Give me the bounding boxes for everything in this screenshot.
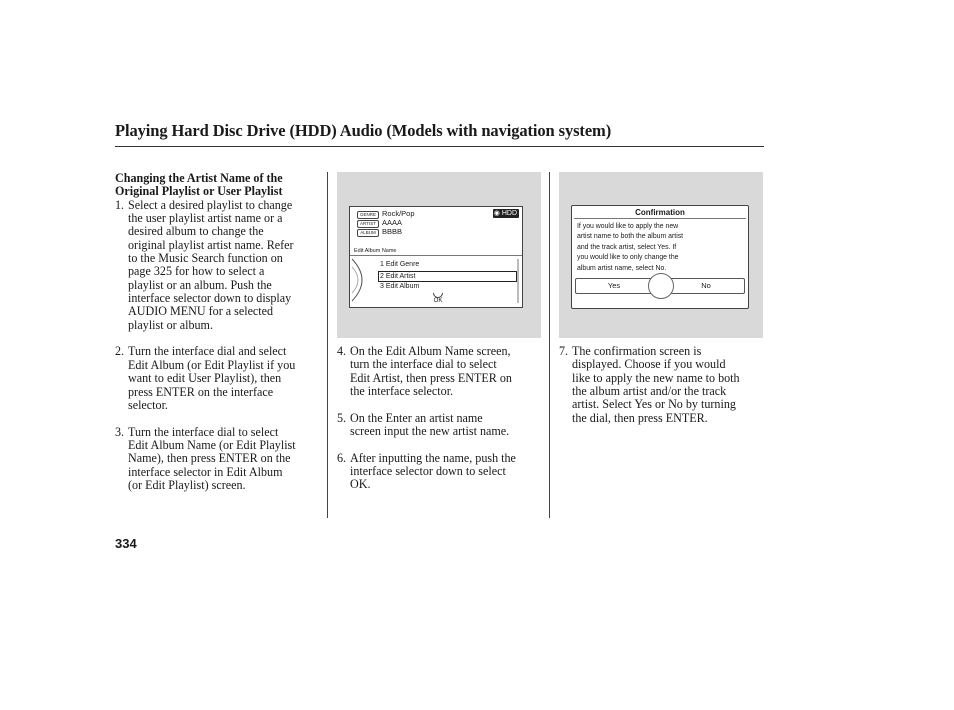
step-number: 6. xyxy=(337,450,347,465)
confirmation-screen xyxy=(571,205,749,309)
step-number: 3. xyxy=(115,424,125,439)
step-line: the dial, then press ENTER. xyxy=(572,410,708,425)
step-line: turn the interface dial to select xyxy=(350,357,497,372)
step-line: to the Music Search function on xyxy=(128,251,283,266)
message-line: artist name to both the album artist xyxy=(577,233,684,241)
step-line: Name), then press ENTER on the xyxy=(128,451,291,466)
step-line: want to edit User Playlist), then xyxy=(128,371,282,386)
genre-value: Rock/Pop xyxy=(382,209,415,218)
section-heading-line: Original Playlist or User Playlist xyxy=(115,184,283,199)
column-2 xyxy=(337,345,543,492)
dial-arc-icon xyxy=(350,255,380,305)
step-line: interface selector down to select xyxy=(350,464,506,479)
genre-tag: GENRE xyxy=(357,211,379,219)
step-line: the album artist and/or the track xyxy=(572,384,727,399)
step-2 xyxy=(115,345,320,412)
album-tag: ALBUM xyxy=(357,229,379,237)
message-line: If you would like to apply the new xyxy=(577,223,679,230)
step-line: On the Enter an artist name xyxy=(350,410,483,425)
menu-item-edit-artist[interactable]: 2 Edit Artist xyxy=(378,271,517,282)
step-line: press ENTER on the interface xyxy=(128,384,274,399)
step-number: 5. xyxy=(337,410,347,425)
yes-button[interactable]: Yes xyxy=(575,278,653,294)
column-divider xyxy=(327,172,328,518)
step-number: 7. xyxy=(559,344,569,358)
step-line: On the Edit Album Name screen, xyxy=(350,344,511,358)
step-line: (or Edit Playlist) screen. xyxy=(128,477,246,492)
step-4 xyxy=(337,345,543,398)
page-number: 334 xyxy=(115,536,137,551)
step-line: Edit Album (or Edit Playlist if you xyxy=(128,357,296,372)
artist-value: AAAA xyxy=(382,218,403,227)
step-number: 2. xyxy=(115,344,125,359)
title-divider xyxy=(574,218,746,219)
artist-tag: ARTIST xyxy=(357,220,379,228)
menu-item-edit-album[interactable]: 3 Edit Album xyxy=(380,283,420,290)
step-line: Edit Album Name (or Edit Playlist xyxy=(128,437,296,452)
step-number: 1. xyxy=(115,197,125,212)
edit-album-name-screenshot xyxy=(337,172,541,338)
step-line: Select a desired playlist to change xyxy=(128,197,293,212)
column-3 xyxy=(559,345,765,425)
section-heading xyxy=(115,172,320,199)
step-text xyxy=(572,345,765,425)
column-1 xyxy=(115,172,320,492)
menu-item-edit-genre[interactable]: 1 Edit Genre xyxy=(380,261,420,268)
step-line: The confirmation screen is xyxy=(572,344,702,358)
step-number: 4. xyxy=(337,344,347,358)
step-line: interface selector down to display xyxy=(128,291,292,306)
section-heading-line: Changing the Artist Name of the xyxy=(115,171,283,185)
disc-icon: ◉ xyxy=(493,210,500,217)
column-divider xyxy=(549,172,550,518)
message-line: album artist name, select No. xyxy=(577,264,667,272)
step-6 xyxy=(337,452,543,492)
step-text xyxy=(350,345,543,398)
step-line: OK. xyxy=(350,477,371,492)
title-rule xyxy=(115,146,764,147)
step-line: playlist or an album. Push the xyxy=(128,277,272,292)
step-line: displayed. Choose if you would xyxy=(572,357,726,372)
step-line: the interface selector. xyxy=(350,384,454,399)
ok-label: OK xyxy=(433,298,443,304)
step-line: the user playlist artist name or a xyxy=(128,211,283,226)
step-line: playlist or album. xyxy=(128,317,213,332)
confirmation-message xyxy=(577,222,683,274)
page-title: Playing Hard Disc Drive (HDD) Audio (Models with navigation system) xyxy=(115,121,612,140)
step-line: selector. xyxy=(128,397,168,412)
step-line: Edit Artist, then press ENTER on xyxy=(350,370,512,385)
dial-knob-icon[interactable] xyxy=(648,273,674,299)
step-line: page 325 for how to select a xyxy=(128,264,265,279)
step-3 xyxy=(115,426,320,493)
step-line: Turn the interface dial and select xyxy=(128,344,287,359)
step-text xyxy=(350,412,543,439)
step-line: artist. Select Yes or No by turning xyxy=(572,397,736,412)
step-text xyxy=(128,199,320,332)
hdd-badge-label: HDD xyxy=(501,210,517,217)
no-button[interactable]: No xyxy=(667,278,745,294)
step-line: Turn the interface dial to select xyxy=(128,424,279,439)
step-line: original playlist artist name. Refer xyxy=(128,237,294,252)
hdd-badge xyxy=(493,209,519,218)
step-1 xyxy=(115,199,320,332)
album-value: BBBB xyxy=(382,227,403,236)
ok-indicator[interactable] xyxy=(433,293,443,304)
step-7 xyxy=(559,345,765,425)
step-line: After inputting the name, push the xyxy=(350,450,516,465)
message-line: you would like to only change the xyxy=(577,254,679,262)
step-text xyxy=(128,345,320,412)
step-line: desired album to change the xyxy=(128,224,264,239)
step-line: interface selector in Edit Album xyxy=(128,464,283,479)
step-5 xyxy=(337,412,543,439)
step-line: like to apply the new name to both xyxy=(572,370,740,385)
confirmation-screenshot xyxy=(559,172,763,338)
step-line: AUDIO MENU for a selected xyxy=(128,304,274,319)
confirmation-title: Confirmation xyxy=(635,208,685,217)
message-line: and the track artist, select Yes. If xyxy=(577,243,677,251)
step-line: screen input the new artist name. xyxy=(350,424,510,439)
scrollbar[interactable] xyxy=(517,259,519,303)
section-label: Edit Album Name xyxy=(354,248,397,254)
step-text xyxy=(350,452,543,492)
step-text xyxy=(128,426,320,493)
